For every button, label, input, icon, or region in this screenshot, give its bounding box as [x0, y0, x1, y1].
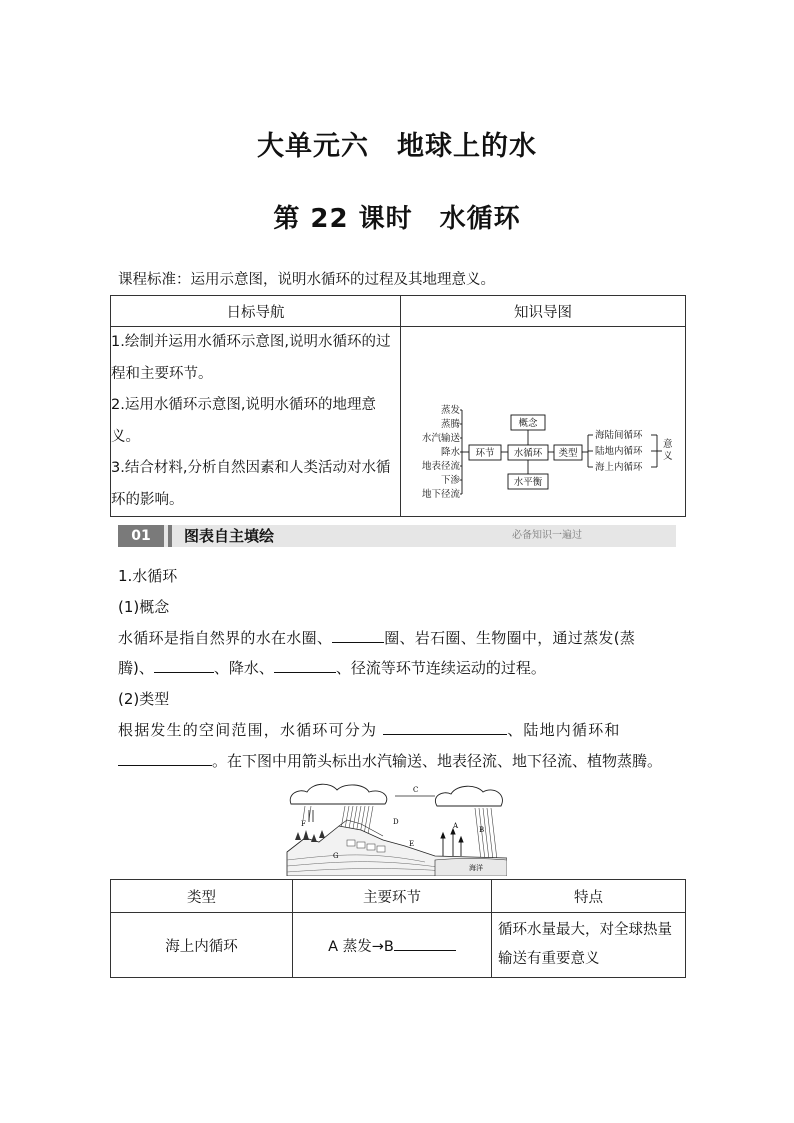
cloud-left-icon	[290, 784, 387, 804]
type-ocean: 海上内循环	[595, 462, 643, 473]
concept-line-1: 水循环是指自然界的水在水圈、 圈、岩石圈、生物圈中，通过蒸发(蒸	[118, 629, 636, 647]
label-c: C	[413, 786, 419, 794]
link-transpiration: 蒸腾	[440, 419, 460, 430]
types-header-links: 主要环节	[293, 880, 492, 913]
link-vapor-transport: 水汽输送	[421, 433, 460, 444]
node-links: 环节	[475, 448, 495, 459]
label-ocean: 海洋	[469, 864, 483, 872]
types-header-type: 类型	[111, 880, 293, 913]
mind-map	[401, 327, 687, 512]
mindmap-header: 知识导图	[401, 296, 686, 327]
blank-3[interactable]	[274, 657, 336, 673]
blank-5[interactable]	[118, 750, 212, 766]
blank-4[interactable]	[383, 719, 507, 735]
label-e: E	[409, 840, 415, 848]
blank-2[interactable]	[154, 657, 214, 673]
label-f: F	[301, 820, 306, 828]
section-number: 01	[118, 525, 164, 547]
node-meaning-1: 意	[663, 439, 673, 450]
node-meaning-2: 义	[663, 451, 673, 462]
lesson-title: 第 22 课时 水循环	[273, 204, 521, 234]
node-center: 水循环	[513, 448, 543, 459]
node-balance: 水平衡	[513, 477, 543, 488]
goal-item: 3.结合材料,分析自然因素和人类活动对水循环的影响。	[111, 460, 391, 508]
link-surface-runoff: 地表径流	[421, 461, 460, 472]
section-tag: 必备知识一遍过	[512, 530, 582, 541]
types-line-2: 。在下图中用箭头标出水汽输送、地表径流、地下径流、植物蒸腾。	[118, 750, 662, 771]
rain-right-icon	[475, 808, 497, 860]
type-sea-land: 海陆间循环	[595, 430, 643, 441]
goal-header: 日标导航	[111, 296, 401, 327]
link-precipitation: 降水	[440, 447, 460, 458]
label-g: G	[333, 852, 339, 860]
label-a: A	[453, 822, 459, 830]
goal-item: 1.绘制并运用水循环示意图,说明水循环的过程和主要环节。	[111, 334, 391, 382]
heading-types: (2)类型	[118, 690, 170, 708]
link-groundwater-runoff: 地下径流	[421, 489, 460, 500]
blank-6[interactable]	[394, 935, 456, 951]
link-infiltration: 下渗	[440, 475, 460, 486]
heading-water-cycle: 1.水循环	[118, 567, 178, 585]
curriculum-standard: 课程标准：运用示意图，说明水循环的过程及其地理意义。	[118, 272, 495, 288]
section-title: 图表自主填绘	[184, 527, 275, 545]
concept-line-2: 腾)、 、降水、 、径流等环节连续运动的过程。	[118, 659, 546, 677]
goal-item: 2.运用水循环示意图,说明水循环的地理意义。	[111, 397, 376, 445]
section-divider	[168, 525, 172, 547]
types-cell-links: A 蒸发→B	[293, 913, 492, 978]
types-cell-type: 海上内循环	[111, 913, 293, 978]
types-table	[110, 879, 686, 978]
goal-table	[110, 295, 686, 517]
heading-concept: (1)概念	[118, 598, 170, 616]
type-inland: 陆地内循环	[595, 446, 643, 457]
page-title: 大单元六 地球上的水	[257, 131, 537, 162]
label-b: B	[479, 826, 485, 834]
cloud-right-icon	[435, 786, 502, 806]
types-cell-feature: 循环水量最大，对全球热量输送有重要意义	[492, 913, 686, 978]
goal-list	[111, 327, 401, 517]
evaporation-arrows-icon	[441, 829, 463, 856]
node-types: 类型	[558, 448, 578, 459]
label-d: D	[393, 818, 399, 826]
types-line-1: 根据发生的空间范围，水循环可分为 、陆地内循环和	[118, 721, 621, 739]
node-concept: 概念	[518, 418, 538, 429]
link-evaporation: 蒸发	[440, 405, 460, 416]
blank-1[interactable]	[332, 627, 384, 643]
types-header-feature: 特点	[492, 880, 686, 913]
water-cycle-figure	[285, 780, 507, 876]
mind-map-cell	[401, 327, 686, 517]
